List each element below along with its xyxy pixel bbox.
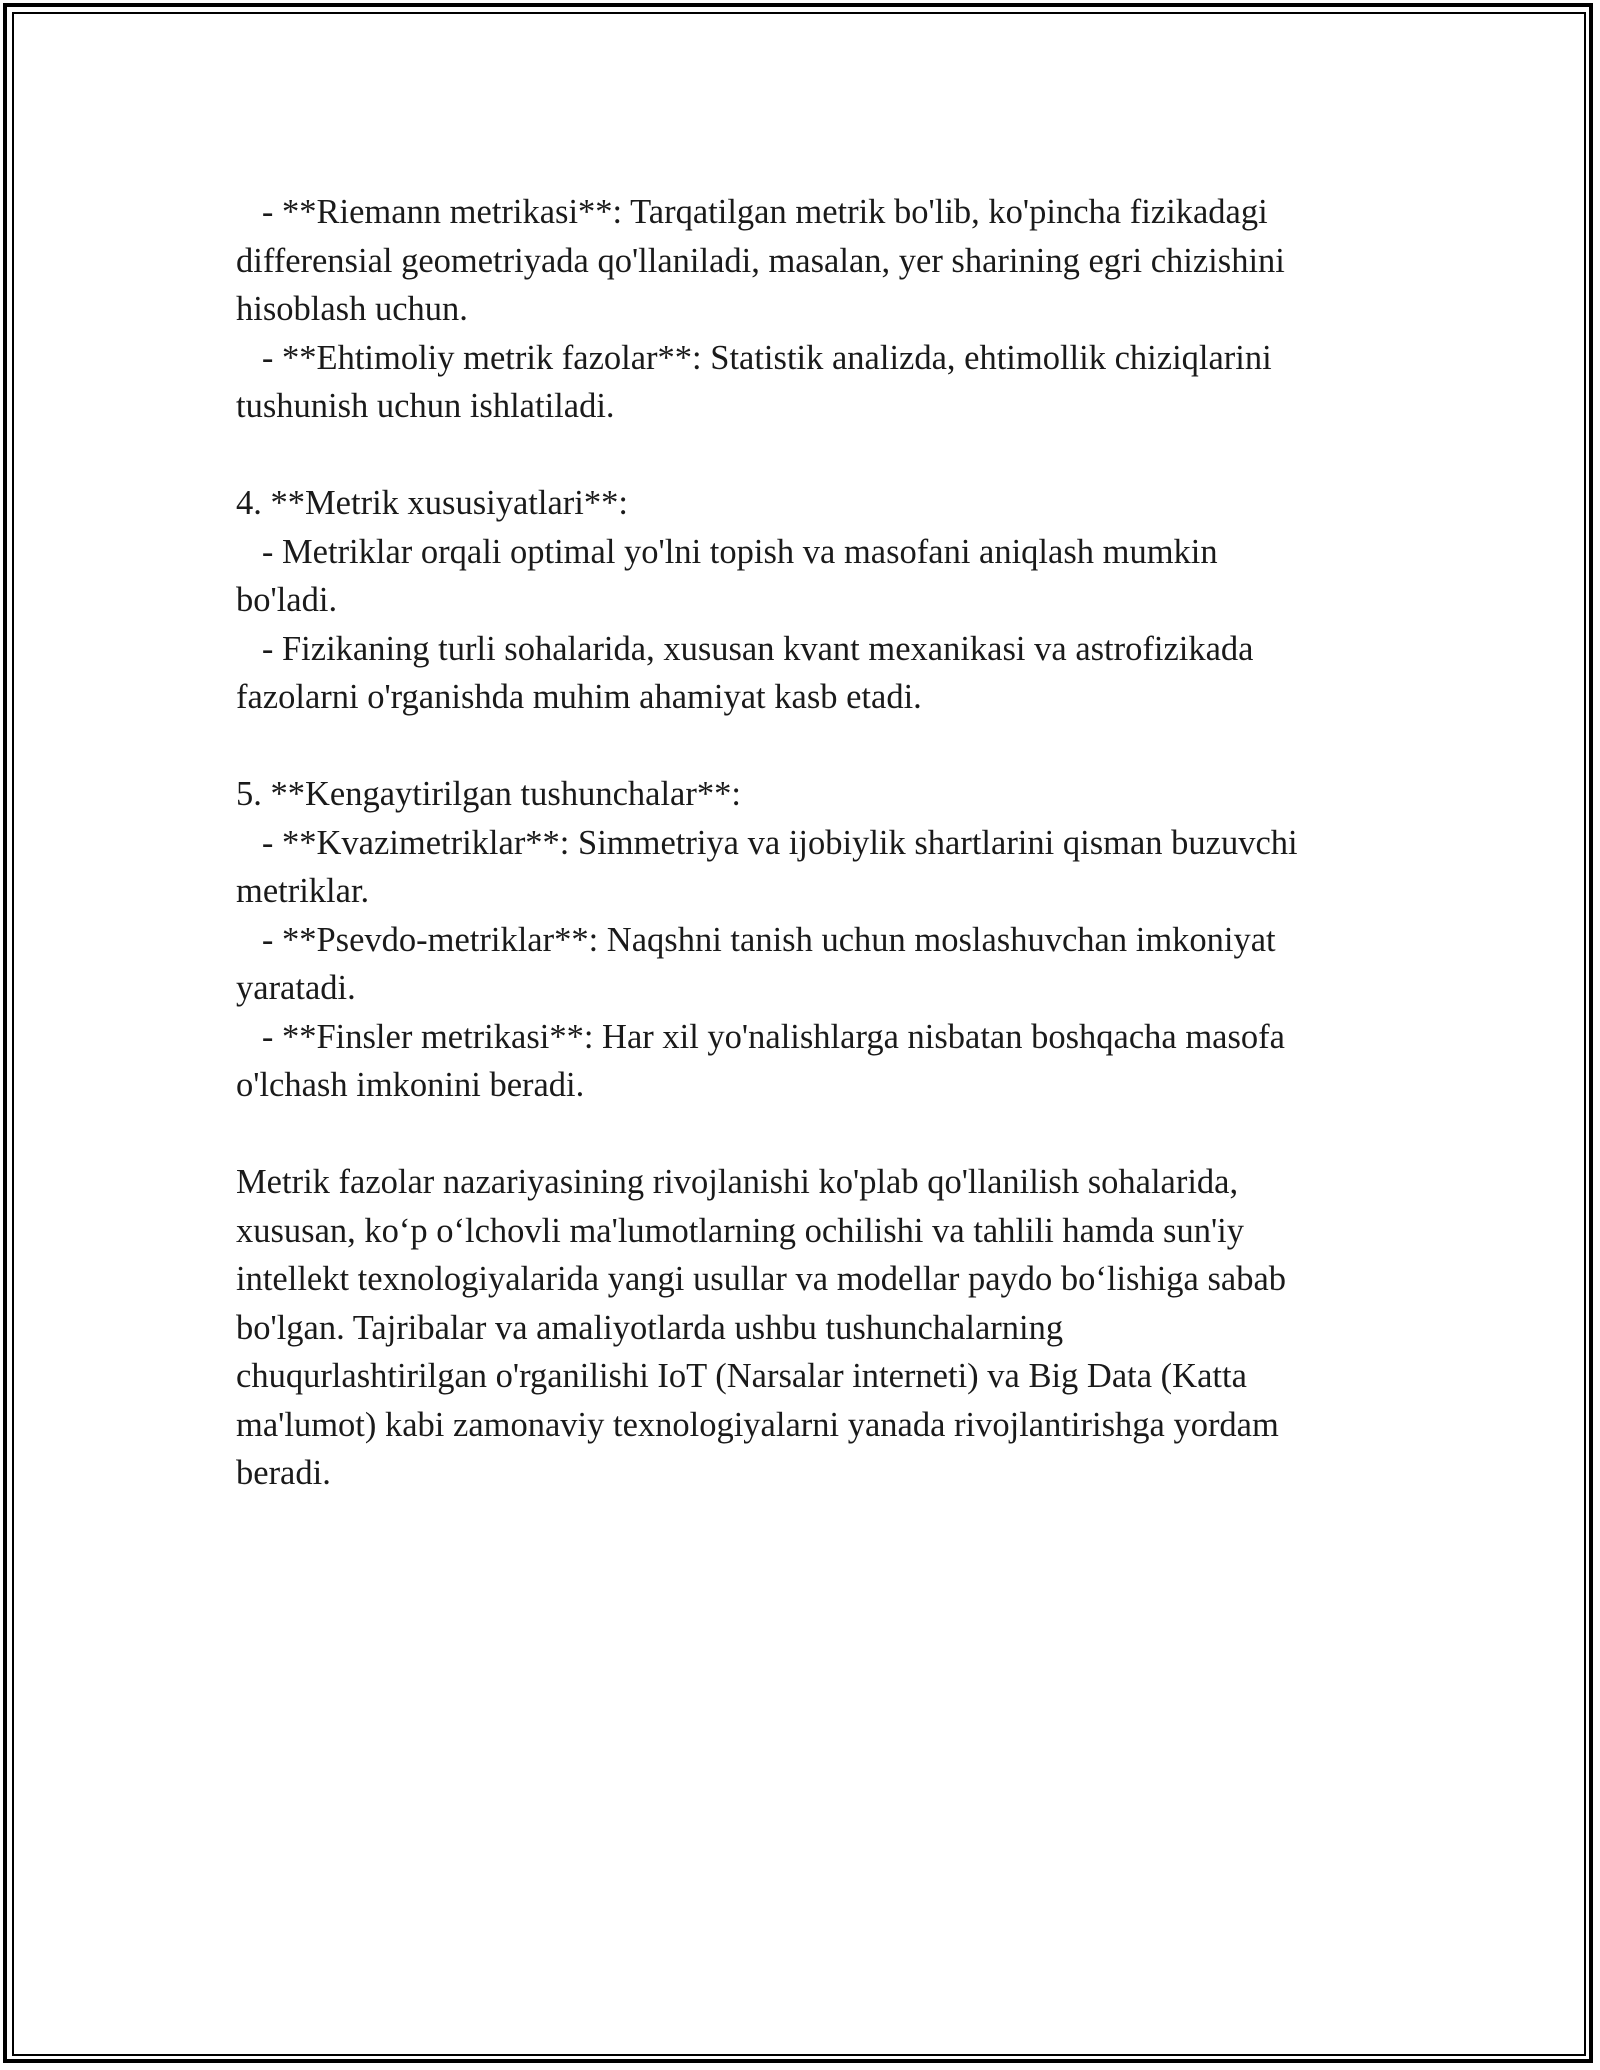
paragraph-line: xususan, ko‘p o‘lchovli ma'lumotlarning ochilishi va tahlili hamda sun'iy [236, 1211, 1244, 1250]
text-line: - Metriklar orqali optimal yo'lni topish va masofani aniqlash mumkin [236, 532, 1218, 571]
paragraph-line: bo'lgan. Tajribalar va amaliyotlarda ushbu tushunchalarning [236, 1308, 1064, 1347]
blank-line [236, 431, 1386, 480]
text-line: - **Riemann metrikasi**: Tarqatilgan metrik bo'lib, ko'pincha fizikadagi [236, 193, 1268, 231]
blank-line [236, 722, 1386, 771]
text-line: - **Finsler metrikasi**: Har xil yo'nalishlarga nisbatan boshqacha masofa [236, 1017, 1285, 1056]
paragraph-line: ma'lumot) kabi zamonaviy texnologiyalarni yanada rivojlantirishga yordam [236, 1405, 1279, 1444]
blank-line [236, 1110, 1386, 1159]
text-line: o'lchash imkonini beradi. [236, 1066, 585, 1104]
text-line: hisoblash uchun. [236, 290, 468, 328]
paragraph-line: intellekt texnologiyalarida yangi usullar va modellar paydo bo‘lishiga sabab [236, 1260, 1287, 1298]
text-line: yaratadi. [236, 969, 356, 1007]
text-line: - **Ehtimoliy metrik fazolar**: Statistik analizda, ehtimollik chiziqlarini [236, 338, 1272, 377]
section-heading: 4. **Metrik xususiyatlari**: [236, 484, 628, 522]
text-line: fazolarni o'rganishda muhim ahamiyat kasb etadi. [236, 678, 922, 716]
document-body [236, 188, 1386, 1498]
text-line: bo'ladi. [236, 581, 338, 619]
text-line: tushunish uchun ishlatiladi. [236, 387, 615, 425]
paragraph-line: beradi. [236, 1454, 331, 1492]
section-heading: 5. **Kengaytirilgan tushunchalar**: [236, 775, 741, 813]
text-line: metriklar. [236, 872, 370, 910]
text-line: - **Kvazimetriklar**: Simmetriya va ijobiylik shartlarini qisman buzuvchi [236, 823, 1298, 862]
text-line: - Fizikaning turli sohalarida, xususan kvant mexanikasi va astrofizikada [236, 629, 1254, 668]
paragraph-line: Metrik fazolar nazariyasining rivojlanishi ko'plab qo'llanilish sohalarida, [236, 1163, 1239, 1201]
paragraph-line: chuqurlashtirilgan o'rganilishi IoT (Narsalar interneti) va Big Data (Katta [236, 1357, 1247, 1395]
text-line: differensial geometriyada qo'llaniladi, masalan, yer sharining egri chizishini [236, 241, 1285, 280]
text-line: - **Psevdo-metriklar**: Naqshni tanish uchun moslashuvchan imkoniyat [236, 920, 1276, 959]
